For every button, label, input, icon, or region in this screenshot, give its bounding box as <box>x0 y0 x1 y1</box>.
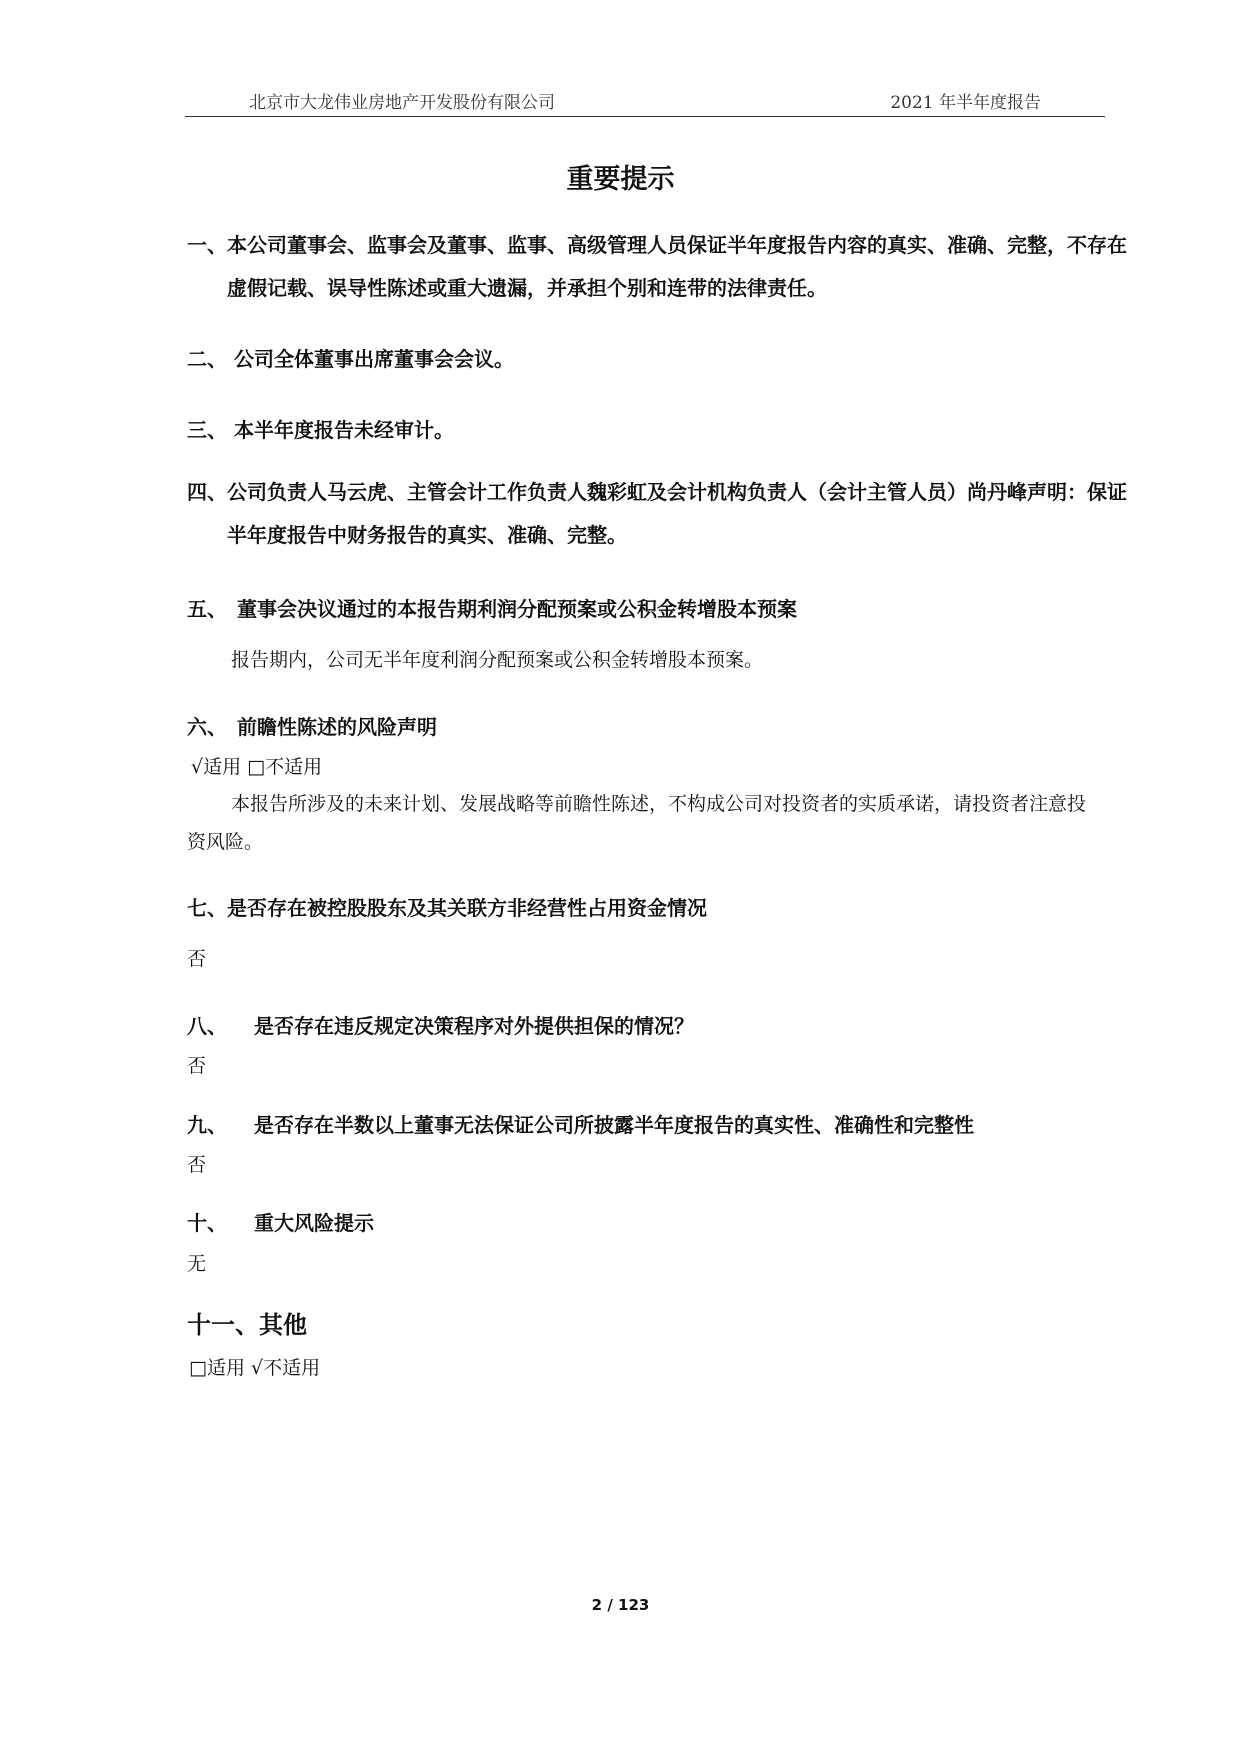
section-4: 四、公司负责人马云虎、主管会计工作负责人魏彩虹及会计机构负责人（会计主管人员）尚丹峰声明：保证半年度报告中财务报告的真实、准确、完整。 <box>187 480 1127 547</box>
section-8-number: 八、 <box>187 1014 227 1038</box>
section-10-number: 十、 <box>187 1211 227 1235</box>
section-6-title: 前瞻性陈述的风险声明 <box>237 715 437 739</box>
section-6-checkbox: √适用 □不适用 <box>191 756 323 778</box>
section-9-title: 是否存在半数以上董事无法保证公司所披露半年度报告的真实性、准确性和完整性 <box>254 1113 974 1137</box>
section-1: 一、本公司董事会、监事会及董事、监事、高级管理人员保证半年度报告内容的真实、准确、完整，不存在虚假记载、误导性陈述或重大遗漏，并承担个别和连带的法律责任。 <box>187 233 1127 300</box>
section-7-heading: 七、是否存在被控股股东及其关联方非经营性占用资金情况 <box>187 896 707 920</box>
section-8-answer: 否 <box>187 1055 207 1077</box>
page-title: 重要提示 <box>566 164 675 195</box>
section-6-heading <box>187 711 1102 740</box>
section-10-heading <box>187 1207 1102 1236</box>
section-8-title: 是否存在违反规定决策程序对外提供担保的情况？ <box>254 1014 694 1038</box>
section-5-heading <box>187 593 1102 622</box>
section-9-number: 九、 <box>187 1113 227 1137</box>
section-5-title: 董事会决议通过的本报告期利润分配预案或公积金转增股本预案 <box>237 597 797 621</box>
section-10-title: 重大风险提示 <box>254 1211 374 1235</box>
section-9-heading <box>187 1109 1102 1138</box>
header-company: 北京市大龙伟业房地产开发股份有限公司 <box>249 93 555 113</box>
header-report: 2021 年半年度报告 <box>890 93 1041 113</box>
section-11-checkbox: □适用 √不适用 <box>189 1357 321 1379</box>
section-5-number: 五、 <box>187 597 227 621</box>
section-2: 二、 公司全体董事出席董事会会议。 <box>187 347 514 371</box>
section-9-answer: 否 <box>187 1154 207 1176</box>
section-11-heading: 十一、其他 <box>187 1311 307 1339</box>
section-7-answer: 否 <box>187 948 207 970</box>
section-8-heading <box>187 1010 1102 1039</box>
page-number: 2 / 123 <box>591 1596 650 1614</box>
section-10-answer: 无 <box>187 1253 207 1275</box>
section-6-number: 六、 <box>187 715 227 739</box>
page-header <box>185 86 1105 117</box>
section-5-body: 报告期内，公司无半年度利润分配预案或公积金转增股本预案。 <box>231 649 764 671</box>
section-3: 三、 本半年度报告未经审计。 <box>187 418 454 442</box>
section-6-body: 本报告所涉及的未来计划、发展战略等前瞻性陈述，不构成公司对投资者的实质承诺，请投资者注意投资风险。 <box>187 793 1087 853</box>
